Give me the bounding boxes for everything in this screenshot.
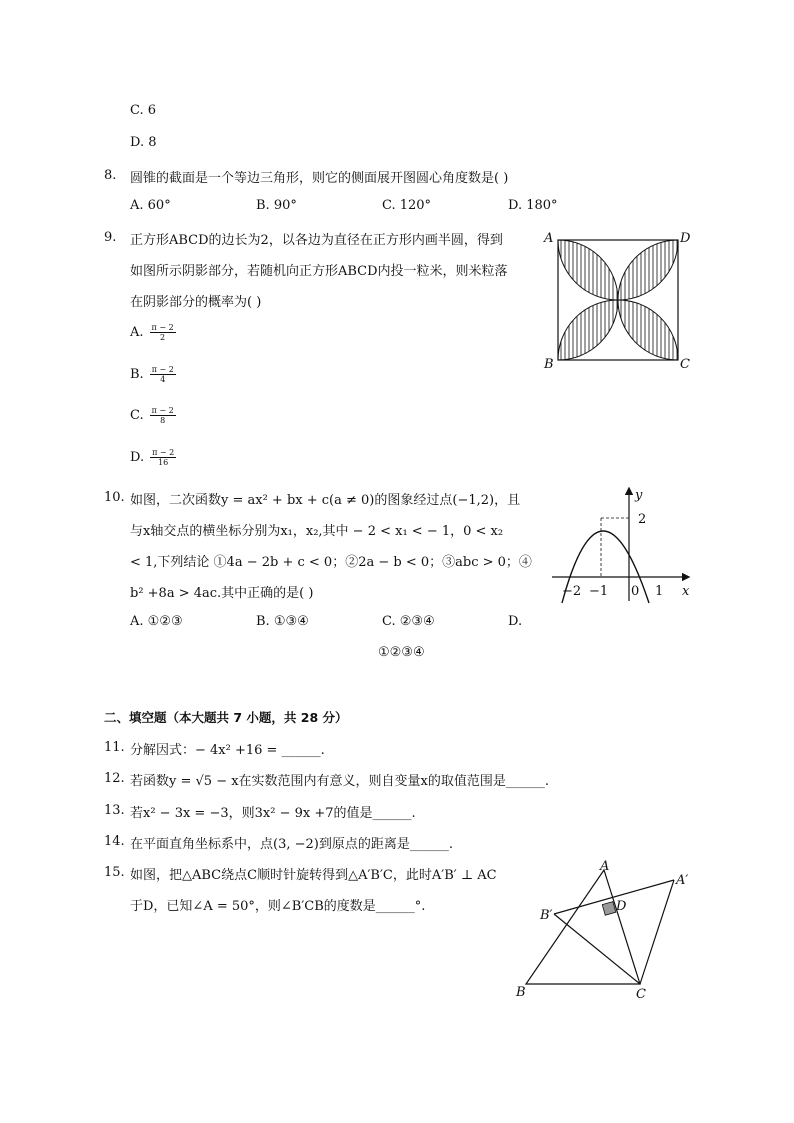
q9-label-d: D [680,231,691,246]
q10-label-x: x [682,584,690,599]
q10-option-d: D. [508,614,523,629]
q9-option-a-fraction [150,323,176,342]
q10-label-minus2: −2 [562,584,582,599]
q9-line2: 如图所示阴影部分，若随机向正方形ABCD内投一粒米，则米粒落 [130,264,508,279]
q9-option-b-fraction [150,365,176,384]
q9-line3: 在阴影部分的概率为( ) [130,295,262,310]
q11-number: 11. [104,740,125,755]
q8-option-a: A. 60° [130,198,171,213]
q9-option-b-label: B. [130,367,144,382]
q9-option-a-denominator: 2 [160,333,166,342]
q9-label-a: A [544,231,554,246]
q9-option-d-label: D. [130,450,145,465]
q9-option-a [130,323,176,342]
q9-number: 9. [104,230,117,245]
q10-parabola-figure [548,483,698,608]
q9-option-a-numerator: π − 2 [151,323,174,332]
q9-option-d-fraction [150,448,176,467]
q9-square-figure [540,228,700,373]
q15-label-a-prime: A′ [676,873,689,888]
q10-label-minus1: −1 [589,584,609,599]
q15-segment-a2c [640,880,674,984]
q15-triangle-figure [512,858,702,1003]
q15-label-c: C [636,987,646,1002]
q15-line1: 如图，把△ABC绕点C顺时针旋转得到△A′B′C，此时A′B′ ⊥ AC [130,868,497,883]
q9-option-c-label: C. [130,408,144,423]
q11-text: 分解因式：− 4x² +16 = ______. [130,743,325,758]
q10-line3: < 1,下列结论 ①4a − 2b + c < 0；②2a − b < 0；③abc > 0；④ [130,555,532,570]
q9-option-c-denominator: 8 [160,416,166,425]
q10-option-c: C. ②③④ [382,614,435,629]
q9-label-b: B [544,357,554,372]
q8-number: 8. [104,168,117,183]
q12-number: 12. [104,771,125,786]
q7-option-d: D. 8 [130,135,157,150]
q15-segment-b2c [554,914,640,984]
q10-label-1: 1 [655,584,664,599]
q15-line2: 于D，已知∠A = 50°，则∠B′CB的度数是______°. [130,899,426,914]
q8-option-c: C. 120° [382,198,432,213]
q10-option-a: A. ①②③ [130,614,183,629]
q8-stem: 圆锥的截面是一个等边三角形，则它的侧面展开图圆心角度数是( ) [130,171,509,186]
q8-option-b: B. 90° [256,198,297,213]
q10-line2: 与x轴交点的横坐标分别为x₁，x₂,其中 − 2 < x₁ < − 1，0 < x₂ [130,524,504,539]
q10-option-b: B. ①③④ [256,614,309,629]
q9-option-c [130,406,176,425]
q10-line1: 如图，二次函数y = ax² + bx + c(a ≠ 0)的图象经过点(−1,2)，且 [130,493,521,508]
q9-shaded-petals [558,240,678,360]
q14-text: 在平面直角坐标系中，点(3, −2)到原点的距离是______. [130,837,453,852]
q9-option-b-denominator: 4 [160,375,166,384]
q14-number: 14. [104,834,125,849]
q15-number: 15. [104,865,125,880]
q10-number: 10. [104,490,125,505]
q9-option-a-label: A. [130,325,144,340]
q9-label-c: C [680,357,690,372]
q12-text: 若函数y = √5 − x在实数范围内有意义，则自变量x的取值范围是______. [130,774,550,789]
q15-label-b: B [516,985,526,1000]
q9-option-d [130,448,176,467]
q9-option-c-fraction [150,406,176,425]
q15-label-d: D [616,899,627,914]
q10-label-0: 0 [631,584,640,599]
q15-label-b-prime: B′ [540,908,553,923]
q10-line4: b² +8a > 4ac.其中正确的是( ) [130,586,314,601]
q9-option-d-numerator: π − 2 [152,448,175,457]
q10-option-d-text: ①②③④ [378,645,425,660]
q13-number: 13. [104,803,125,818]
q9-option-b [130,365,176,384]
q10-label-2: 2 [638,512,647,527]
q15-label-a: A [600,859,610,874]
q8-option-d: D. 180° [508,198,558,213]
q15-triangle-abc [526,870,640,984]
q9-option-b-numerator: π − 2 [151,365,174,374]
q9-option-d-denominator: 16 [158,458,169,467]
q10-label-y: y [635,488,643,503]
q9-option-c-numerator: π − 2 [151,406,174,415]
q13-text: 若x² − 3x = −3，则3x² − 9x +7的值是______. [130,806,416,821]
q7-option-c: C. 6 [130,103,157,118]
section-fill-in-title: 二、填空题（本大题共 7 小题，共 28 分） [104,710,348,725]
q9-line1: 正方形ABCD的边长为2，以各边为直径在正方形内画半圆，得到 [130,233,503,248]
q15-right-angle-mark [602,902,616,916]
